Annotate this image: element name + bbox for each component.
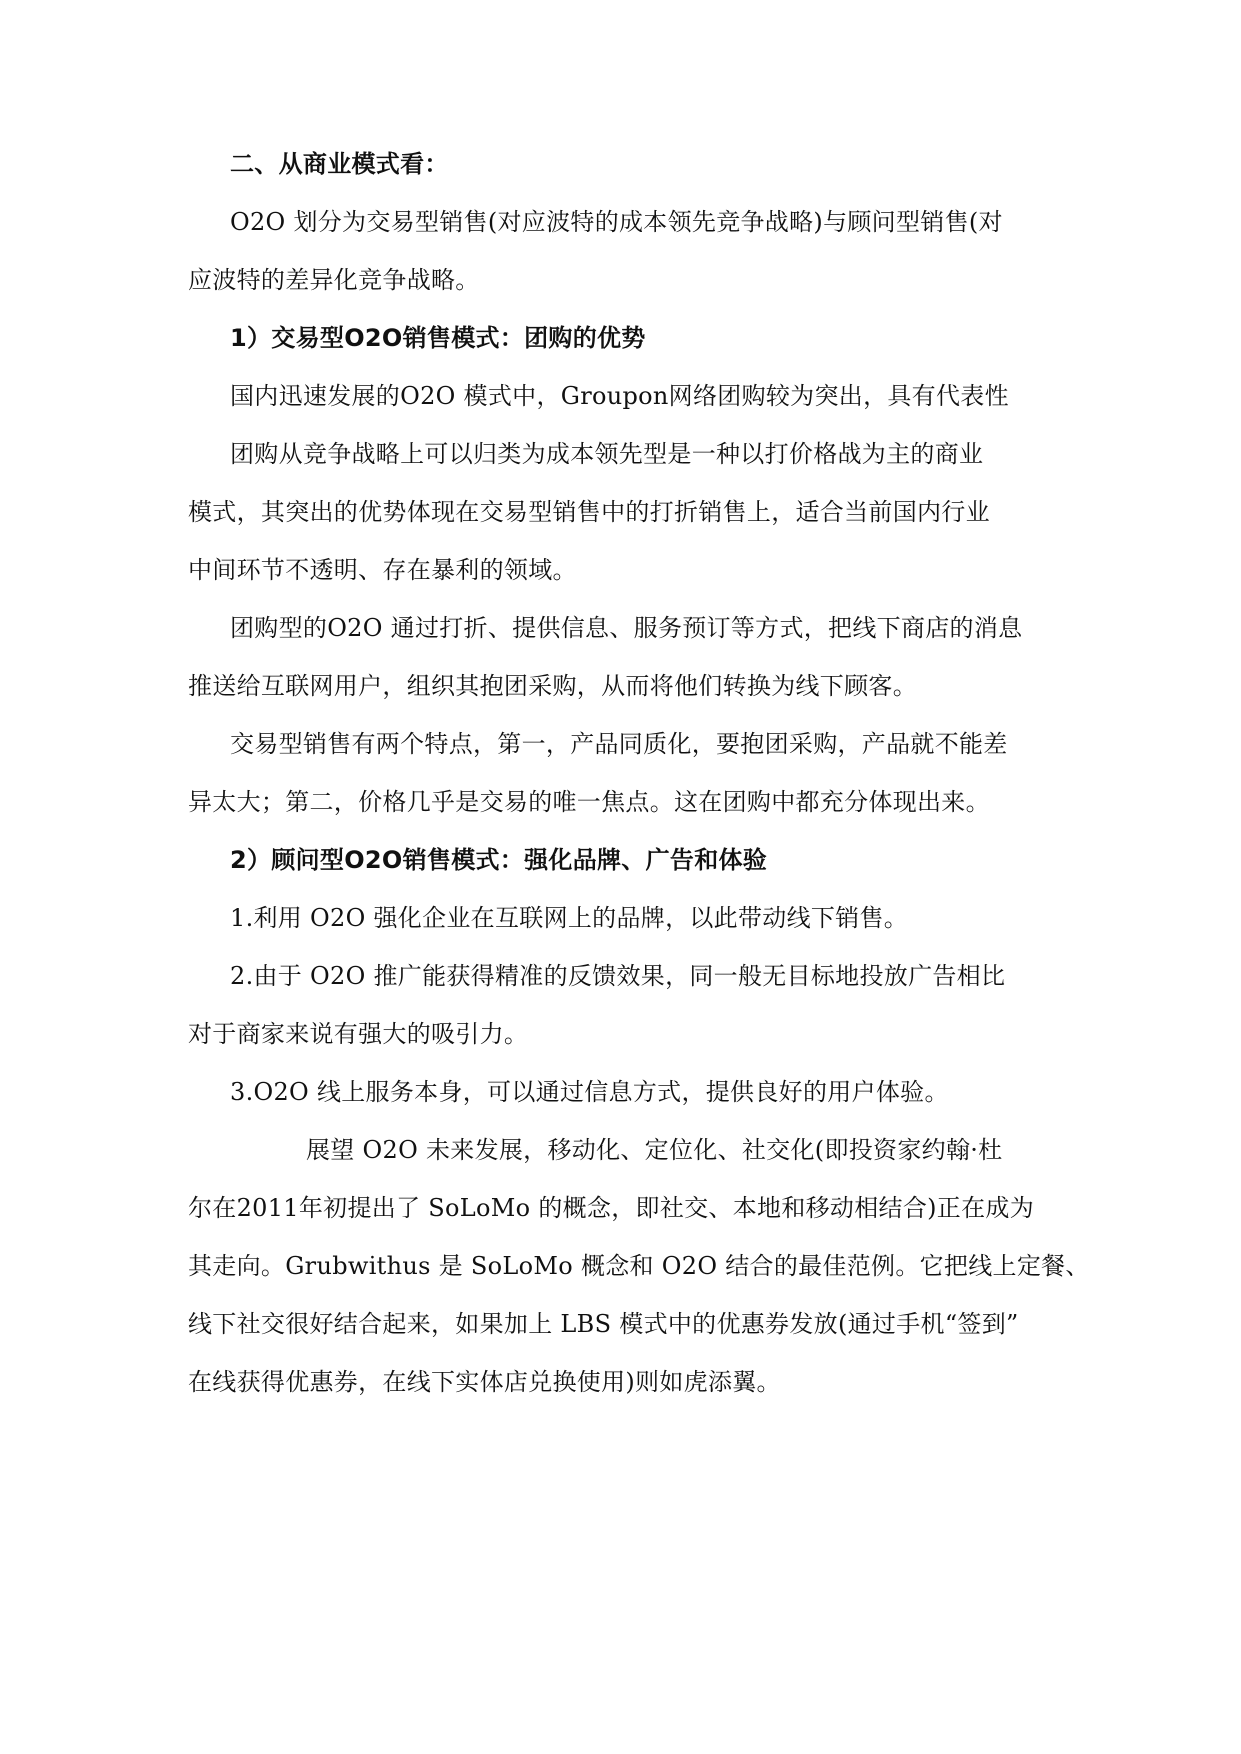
outlook-paragraph-line: 尔在2011年初提出了 SoLoMo 的概念，即社交、本地和移动相结合)正在成为 bbox=[188, 1194, 1034, 1222]
section1-paragraph-line: 异太大；第二，价格几乎是交易的唯一焦点。这在团购中都充分体现出来。 bbox=[188, 788, 990, 816]
outlook-paragraph-line: 在线获得优惠券，在线下实体店兑换使用)则如虎添翼。 bbox=[188, 1368, 781, 1396]
section2-title: 2）顾问型O2O销售模式：强化品牌、广告和体验 bbox=[230, 846, 768, 874]
outlook-paragraph-line: 展望 O2O 未来发展，移动化、定位化、社交化(即投资家约翰·杜 bbox=[306, 1136, 1003, 1164]
section1-paragraph-line: 团购从竞争战略上可以归类为成本领先型是一种以打价格战为主的商业 bbox=[230, 440, 984, 468]
heading-business-model: 二、从商业模式看： bbox=[230, 150, 449, 178]
section1-paragraph-line: 模式，其突出的优势体现在交易型销售中的打折销售上，适合当前国内行业 bbox=[188, 498, 990, 526]
intro-paragraph-line: 应波特的差异化竞争战略。 bbox=[188, 266, 480, 294]
section1-paragraph-line: 团购型的O2O 通过打折、提供信息、服务预订等方式，把线下商店的消息 bbox=[230, 614, 1023, 642]
section2-list-item: 2.由于 O2O 推广能获得精准的反馈效果，同一般无目标地投放广告相比 bbox=[230, 962, 1006, 990]
section2-list-item: 1.利用 O2O 强化企业在互联网上的品牌，以此带动线下销售。 bbox=[230, 904, 909, 932]
section1-paragraph-line: 交易型销售有两个特点，第一，产品同质化，要抱团采购，产品就不能差 bbox=[230, 730, 1008, 758]
section2-list-item: 3.O2O 线上服务本身，可以通过信息方式，提供良好的用户体验。 bbox=[230, 1078, 949, 1106]
section1-paragraph-line: 国内迅速发展的O2O 模式中，Groupon网络团购较为突出，具有代表性 bbox=[230, 382, 1009, 410]
section1-title: 1）交易型O2O销售模式：团购的优势 bbox=[230, 324, 646, 352]
intro-paragraph-line: O2O 划分为交易型销售(对应波特的成本领先竞争战略)与顾问型销售(对 bbox=[230, 208, 1003, 236]
outlook-paragraph-line: 线下社交很好结合起来，如果加上 LBS 模式中的优惠券发放(通过手机“签到” bbox=[188, 1310, 1019, 1338]
section1-paragraph-line: 推送给互联网用户，组织其抱团采购，从而将他们转换为线下顾客。 bbox=[188, 672, 917, 700]
section2-list-item: 对于商家来说有强大的吸引力。 bbox=[188, 1020, 529, 1048]
outlook-paragraph-line: 其走向。Grubwithus 是 SoLoMo 概念和 O2O 结合的最佳范例。它把线上定餐、 bbox=[188, 1252, 1090, 1280]
section1-paragraph-line: 中间环节不透明、存在暴利的领域。 bbox=[188, 556, 577, 584]
